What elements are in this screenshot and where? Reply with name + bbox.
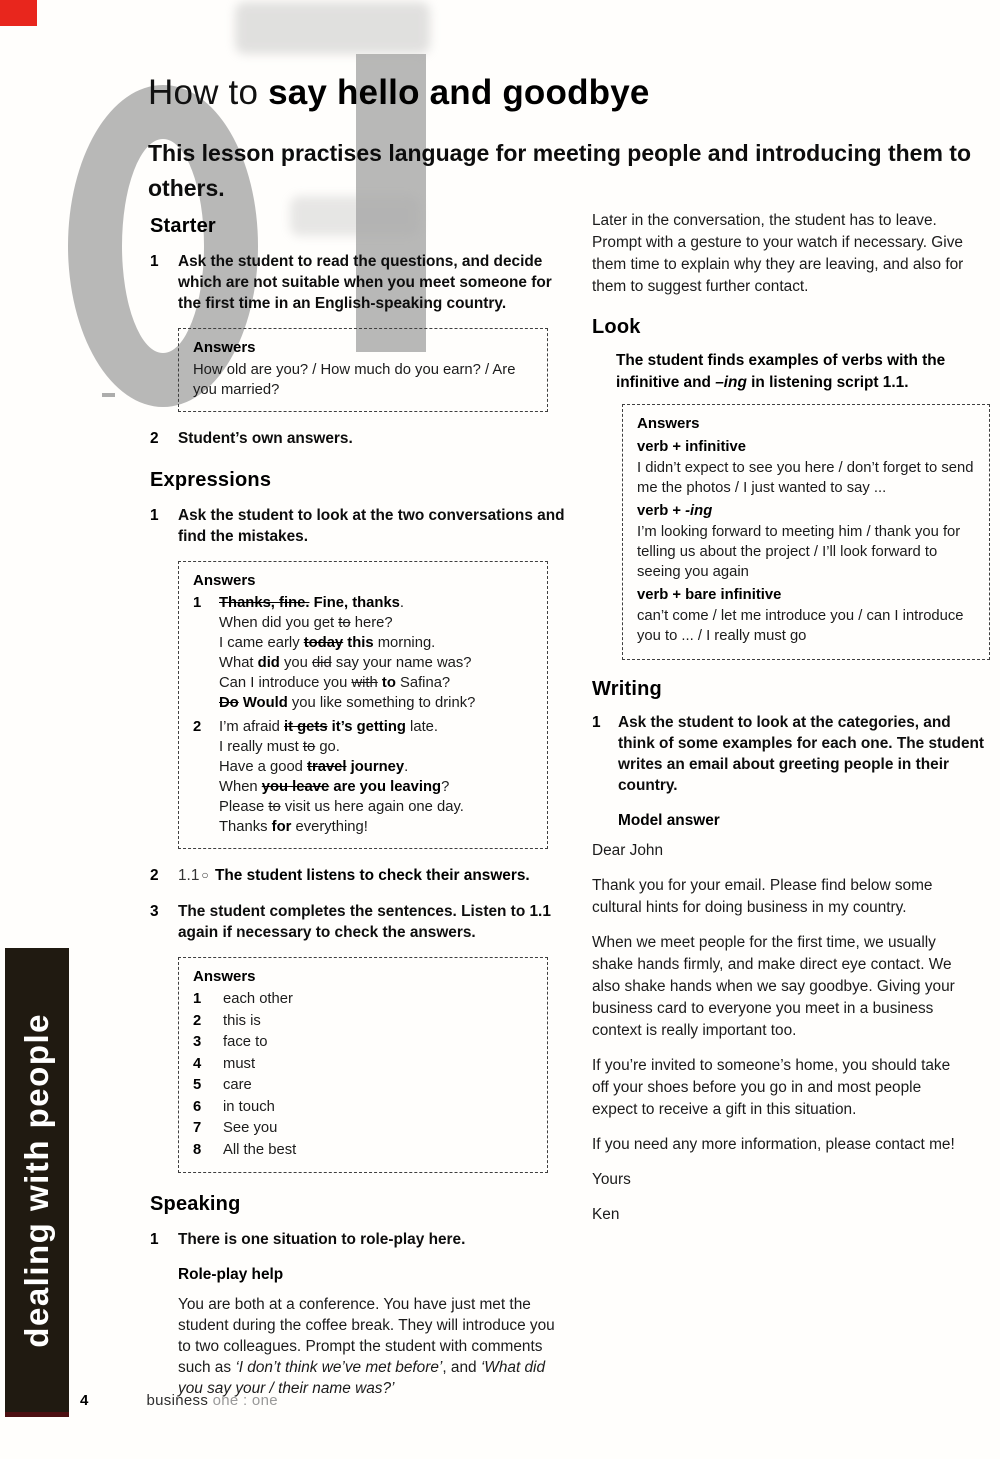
page-title-bold: say hello and goodbye (268, 73, 650, 112)
answer-line: Please to visit us here again one day. (219, 799, 464, 815)
answer-row (193, 1011, 533, 1033)
section-heading-starter: Starter (150, 215, 216, 237)
look-intro: The student finds examples of verbs with the infinitive and –ing in listening script 1.1. (616, 352, 946, 391)
answers-label: Answers (193, 968, 256, 985)
answer-text: must (223, 1055, 256, 1072)
answer-line: I came early today this morning. (219, 635, 436, 651)
answer-text: each other (223, 991, 293, 1007)
starter-instruction-1 (150, 251, 570, 314)
answer-text: in touch (223, 1098, 275, 1115)
item-number: 1 (150, 1231, 159, 1248)
answer-group-1 (193, 593, 533, 713)
model-answer-paragraph: Dear John (592, 842, 664, 859)
section-heading-speaking: Speaking (150, 1193, 241, 1215)
answer-row (193, 1118, 533, 1140)
roleplay-help-paragraph: You are both at a conference. You have just met the student during the coffee break. They will introduce you to two colleagues. Prompt the student with comments such as ‘I don’t think we’ve met before’, and ‘What did you say your / their name was?’ (178, 1296, 555, 1397)
verb-pattern-heading: verb + bare infinitive (637, 587, 782, 603)
answer-line: Thanks for everything! (219, 819, 368, 835)
book-title (147, 1392, 278, 1409)
answer-line: Have a good travel journey. (219, 759, 409, 775)
answer-line: What did you did say your name was? (219, 655, 472, 671)
answer-line: When did you get to here? (219, 615, 393, 631)
continuation-paragraph: Later in the conversation, the student has to leave. Prompt with a gesture to your watch if necessary. Give them time to explain why they are leaving, and also for them to suggest further contact. (592, 212, 964, 295)
right-column (592, 210, 990, 1239)
answers-box-completion (178, 957, 548, 1173)
answer-line: I really must to go. (219, 739, 340, 755)
model-answer-paragraph: When we meet people for the first time, we usually shake hands firmly, and make direct eye contact. We also shake hands when we say goodbye. Giving your business card to everyone you meet in a business context is really important too. (592, 934, 955, 1039)
answer-text: this is (223, 1012, 261, 1029)
answer-number: 8 (193, 1141, 202, 1158)
item-number: 3 (150, 903, 159, 920)
answer-number: 4 (193, 1055, 202, 1072)
answer-text: care (223, 1077, 252, 1093)
verb-pattern-examples: can’t come / let me introduce you / can I introduce you to ... / I really must go (637, 608, 964, 644)
page-title (148, 74, 650, 112)
answer-row (193, 1032, 533, 1054)
expressions-instruction-1 (150, 505, 570, 547)
section-heading-writing: Writing (592, 678, 662, 700)
answer-number: 6 (193, 1098, 202, 1115)
answers-label: Answers (193, 339, 256, 356)
verb-pattern-heading: verb + infinitive (637, 439, 746, 455)
answer-row (193, 1097, 533, 1119)
answer-row (193, 989, 533, 1011)
answer-line: Can I introduce you with to Safina? (219, 675, 451, 691)
answer-text: face to (223, 1034, 268, 1050)
page-title-light: How to (148, 73, 269, 112)
audio-track-icon: ○ (201, 868, 209, 882)
answer-text: All the best (223, 1141, 297, 1158)
answer-line: I’m afraid it gets it’s getting late. (219, 719, 439, 735)
model-answer-paragraph: Thank you for your email. Please find below some cultural hints for doing business in my country. (592, 877, 933, 916)
print-bleed-artifact (235, 2, 430, 54)
speaking-instruction-1 (150, 1229, 570, 1250)
answer-number: 5 (193, 1077, 202, 1093)
answers-box-expressions (178, 561, 548, 849)
item-text-bold: The student listens to check their answers. (214, 867, 530, 884)
item-text: The student completes the sentences. Listen to 1.1 again if necessary to check the answers. (178, 903, 551, 941)
answer-line: Thanks, fine. Fine, thanks. (219, 595, 405, 611)
model-answer-paragraph: If you need any more information, please contact me! (592, 1136, 955, 1153)
answer-row (193, 1140, 533, 1162)
group-number: 1 (193, 595, 202, 611)
group-lines (219, 717, 464, 837)
book-title-light: one : one (212, 1392, 278, 1409)
item-text: Student’s own answers. (178, 430, 353, 447)
group-number: 2 (193, 719, 202, 735)
item-number: 1 (150, 507, 159, 524)
model-answer-signoff: Yours (592, 1171, 631, 1188)
verb-pattern-examples: I’m looking forward to meeting him / thank you for telling us about the project / I’ll look forward to seeing you again (637, 524, 961, 580)
verb-pattern-heading: verb + -ing (637, 503, 713, 519)
expressions-instruction-2 (150, 865, 570, 887)
expressions-instruction-3 (150, 901, 570, 943)
answers-box-starter (178, 328, 548, 412)
verb-pattern-examples: I didn’t expect to see you here / don’t forget to send me the photos / I just wanted to say ... (637, 460, 974, 496)
item-text: Ask the student to look at the two conversations and find the mistakes. (178, 507, 565, 545)
item-number: 2 (150, 430, 159, 447)
item-number: 1 (150, 253, 159, 270)
answer-number: 3 (193, 1034, 202, 1050)
item-number: 1 (592, 714, 601, 731)
page-footer (80, 1392, 278, 1409)
section-tab (5, 948, 69, 1417)
item-text: Ask the student to read the questions, and decide which are not suitable when you meet someone for the first time in an English-speaking country. (178, 253, 552, 312)
section-heading-expressions: Expressions (150, 469, 272, 491)
page-number: 4 (80, 1392, 89, 1409)
answer-line: Do Would you like something to drink? (219, 695, 476, 711)
starter-instruction-2 (150, 428, 570, 449)
model-answer-signature: Ken (592, 1206, 620, 1223)
answer-row (193, 1054, 533, 1076)
item-text: There is one situation to role-play here. (178, 1231, 466, 1248)
answers-label: Answers (637, 415, 700, 432)
book-title-dark: business (146, 1392, 209, 1409)
answer-group-2 (193, 717, 533, 837)
answer-line: When you leave are you leaving? (219, 779, 450, 795)
item-number: 2 (150, 867, 159, 884)
item-text (178, 865, 530, 887)
roleplay-help-heading: Role-play help (178, 1266, 284, 1283)
answer-number: 1 (193, 991, 202, 1007)
model-answer-paragraph: If you’re invited to someone’s home, you should take off your shoes before you go in and most people expect to receive a gift in this situation. (592, 1057, 951, 1118)
audio-track-number: 1.1 (178, 867, 200, 884)
section-tab-label: dealing with people (18, 1012, 55, 1348)
answers-text: How old are you? / How much do you earn? / Are you married? (193, 362, 516, 398)
answer-number: 7 (193, 1120, 202, 1136)
answer-number: 2 (193, 1012, 202, 1029)
group-lines (219, 593, 475, 713)
answers-label: Answers (193, 572, 256, 589)
margin-dash-artifact (102, 393, 115, 397)
item-text: Ask the student to look at the categories, and think of some examples for each one. The student writes an email about greeting people in their country. (618, 714, 985, 794)
red-registration-mark (0, 0, 37, 26)
answers-box-look (622, 404, 990, 660)
answer-row (193, 1075, 533, 1097)
left-column (150, 215, 570, 1399)
answer-text: See you (223, 1120, 278, 1136)
writing-instruction-1 (592, 712, 990, 796)
model-answer-heading: Model answer (618, 812, 720, 829)
lesson-description: This lesson practises language for meeting people and introducing them to others. (148, 140, 972, 201)
section-heading-look: Look (592, 316, 641, 338)
